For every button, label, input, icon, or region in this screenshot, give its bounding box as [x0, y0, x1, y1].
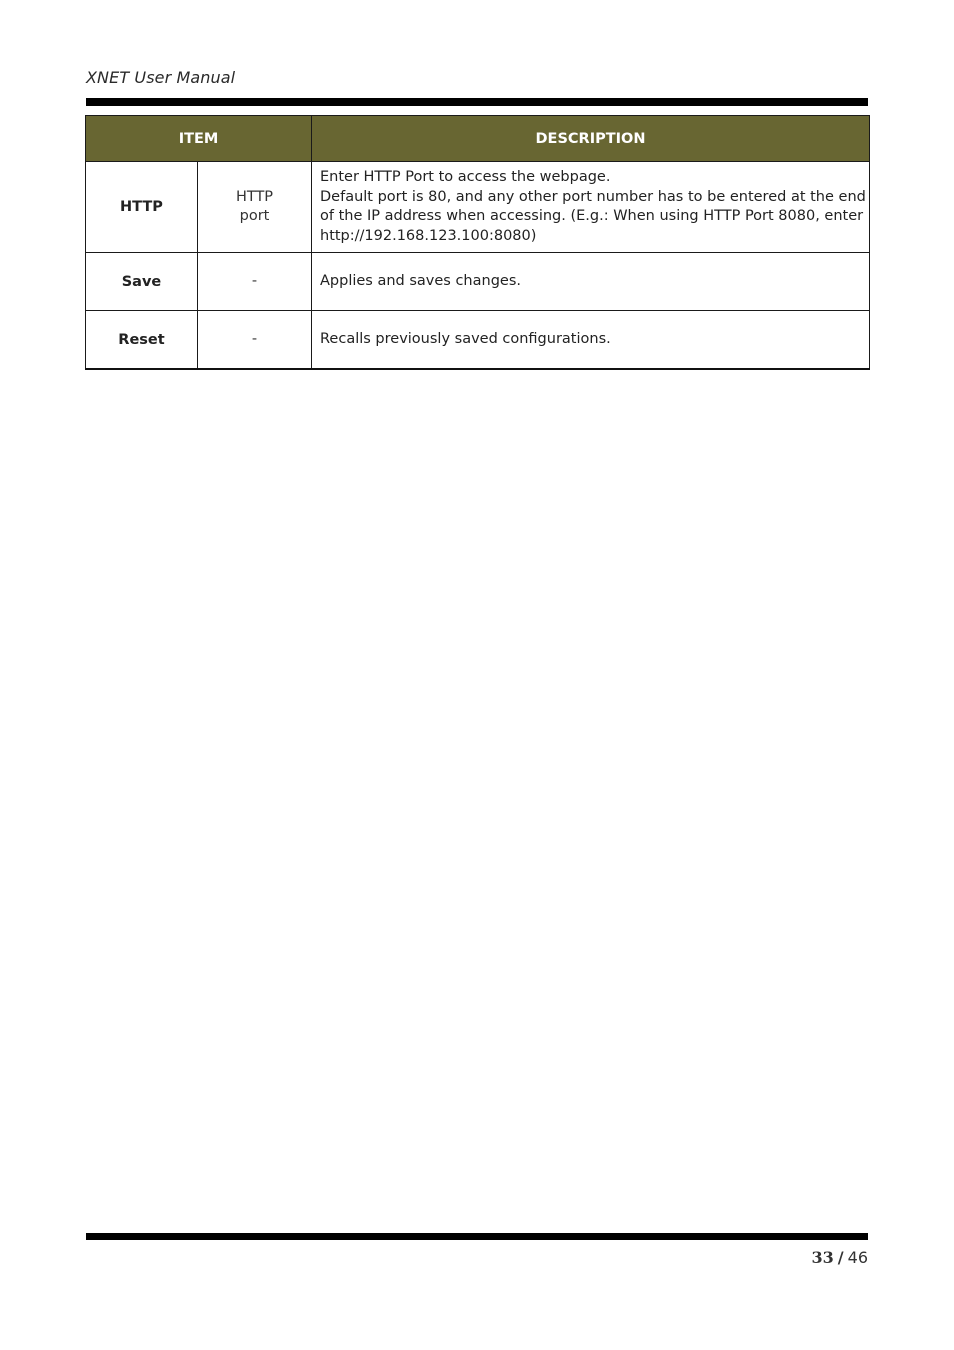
sub-item	[198, 162, 312, 253]
item-description	[312, 162, 870, 253]
footer-rule	[86, 1233, 868, 1240]
sub-item-line: -	[251, 273, 258, 289]
item-column-header: ITEM	[86, 116, 312, 162]
settings-table	[85, 115, 870, 370]
page-total: 46	[847, 1248, 868, 1267]
sub-item-line: port	[239, 208, 270, 224]
table-header-row	[86, 116, 870, 162]
description-line: Recalls previously saved configurations.	[320, 330, 611, 347]
description-line: Applies and saves changes.	[320, 272, 521, 289]
description-line: Default port is 80, and any other port number has to be entered at the end	[320, 188, 866, 205]
description-line: http://192.168.123.100:8080)	[320, 227, 537, 244]
item-name: Save	[86, 253, 198, 311]
document-title: XNET User Manual	[86, 68, 236, 87]
item-name: Reset	[86, 311, 198, 370]
table-row	[86, 162, 870, 253]
table-row	[86, 311, 870, 370]
header-rule	[86, 98, 868, 106]
sub-item	[198, 253, 312, 311]
description-line: of the IP address when accessing. (E.g.: When using HTTP Port 8080, enter	[320, 208, 864, 224]
item-description	[312, 311, 870, 370]
table-row	[86, 253, 870, 311]
item-description	[312, 253, 870, 311]
page-number	[812, 1248, 868, 1267]
sub-item-line: HTTP	[235, 189, 274, 205]
description-column-header: DESCRIPTION	[312, 116, 870, 162]
sub-item	[198, 311, 312, 370]
sub-item-line: -	[251, 331, 258, 347]
description-line: Enter HTTP Port to access the webpage.	[320, 169, 611, 185]
item-name: HTTP	[86, 162, 198, 253]
page-current: 33	[811, 1248, 834, 1267]
page-separator: /	[837, 1248, 844, 1267]
